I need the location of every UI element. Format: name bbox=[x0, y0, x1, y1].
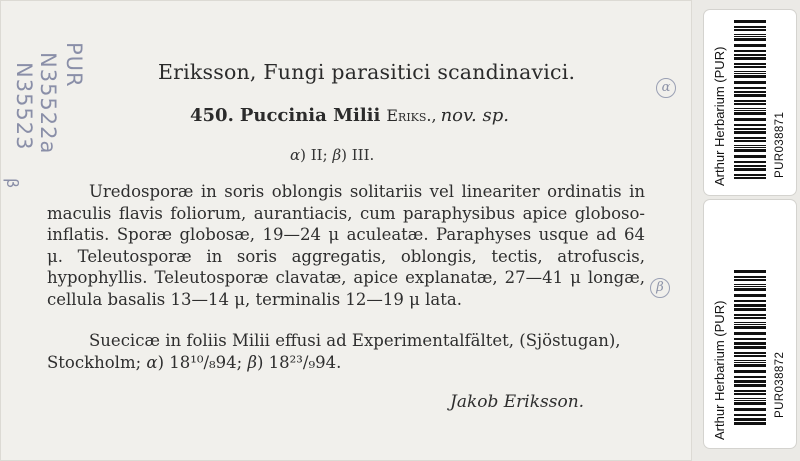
barcode-bar bbox=[734, 36, 766, 37]
barcode-bar bbox=[734, 284, 766, 285]
barcode-bar bbox=[734, 112, 766, 115]
handwritten-accession-a: N35522a bbox=[36, 52, 60, 155]
barcode-bar bbox=[734, 324, 766, 325]
stage-beta: β bbox=[332, 146, 342, 164]
barcode-bar bbox=[734, 288, 766, 291]
locality-text: Suecicæ in foliis Milii effusi ad Experimentalfältet, (Sjöstugan), Stockholm; bbox=[47, 331, 621, 372]
barcode-bar bbox=[734, 63, 766, 65]
barcode-title-1: Arthur Herbarium (PUR) bbox=[712, 46, 727, 186]
species-description: Uredosporæ in soris oblongis solitariis vel lineariter ordinatis in maculis flavis foliorum, aurantiacis, cum paraphysibus apice globoso-inflatis. Sporæ globosæ, 19—24 μ aculeatæ. Paraphyses usque ad 64 μ. Teleutosporæ in soris aggregatis, oblongis, tectis, atrofuscis, hypophyllis. Teleutosporæ clavatæ, apice explanatæ, 27—41 μ longæ, cellula basalis 13—14 μ, terminalis 12—19 μ lata. bbox=[47, 182, 645, 309]
barcode-bar bbox=[734, 50, 766, 52]
barcode-bar bbox=[734, 418, 766, 421]
barcode-bar bbox=[734, 149, 766, 152]
barcode-bar bbox=[734, 155, 766, 158]
barcode-bar bbox=[734, 317, 766, 319]
barcode-bar bbox=[734, 75, 766, 78]
barcode-bar bbox=[734, 110, 766, 111]
barcode-bar bbox=[734, 71, 766, 72]
barcode-bar bbox=[734, 103, 766, 105]
barcode-title-2: Arthur Herbarium (PUR) bbox=[712, 300, 727, 440]
barcode-bar bbox=[734, 362, 766, 363]
barcode-bar bbox=[734, 128, 766, 130]
circled-alpha-mark: α bbox=[656, 78, 676, 98]
barcode-bar bbox=[734, 38, 766, 41]
barcode-bar bbox=[734, 174, 766, 176]
barcode-bar bbox=[734, 326, 766, 329]
barcode-bar bbox=[734, 54, 766, 56]
barcode-bar bbox=[734, 145, 766, 146]
species-title bbox=[190, 105, 550, 126]
barcode-bar bbox=[734, 87, 766, 89]
barcode-bar bbox=[734, 322, 766, 323]
barcode-bar bbox=[734, 100, 766, 102]
barcode-bar bbox=[734, 390, 766, 392]
collector-signature: Jakob Eriksson. bbox=[450, 392, 585, 412]
barcode-bar bbox=[734, 44, 766, 47]
barcode-bar bbox=[734, 73, 766, 74]
barcode-bar bbox=[734, 414, 766, 416]
barcode-bar bbox=[734, 304, 766, 307]
barcode-bar bbox=[734, 279, 766, 281]
barcode-bar bbox=[734, 346, 766, 349]
barcode-bar bbox=[734, 300, 766, 302]
barcode-bar bbox=[734, 402, 766, 405]
specimen-number: 450. bbox=[190, 105, 234, 126]
barcode-bar bbox=[734, 26, 766, 28]
barcode-bar bbox=[734, 108, 766, 109]
handwritten-accession-b: N35523 bbox=[12, 62, 36, 151]
barcode-bar bbox=[734, 161, 766, 163]
stage-alpha: α bbox=[290, 146, 301, 164]
barcode-label-2 bbox=[704, 200, 796, 448]
barcode-bar bbox=[734, 66, 766, 68]
barcode-bar bbox=[734, 398, 766, 399]
barcode-bar bbox=[734, 34, 766, 35]
handwritten-beta-mark: β bbox=[3, 178, 22, 190]
barcode-bar bbox=[734, 118, 766, 121]
nov-sp: nov. sp. bbox=[440, 105, 509, 126]
label-header: Eriksson, Fungi parasitici scandinavici. bbox=[158, 60, 576, 84]
barcode-bar bbox=[734, 370, 766, 373]
barcode-bar bbox=[734, 376, 766, 378]
barcode-bar bbox=[734, 422, 766, 425]
species-author: Eriks., bbox=[386, 106, 437, 125]
barcode-bar bbox=[734, 137, 766, 139]
date-beta-text: ) 18²³/₉94. bbox=[257, 353, 342, 372]
barcode-bar bbox=[734, 364, 766, 367]
barcode-bar bbox=[734, 400, 766, 401]
barcode-bar bbox=[734, 294, 766, 297]
barcode-bar bbox=[734, 131, 766, 134]
stage-beta-text: ) III. bbox=[341, 146, 375, 164]
barcode-bar bbox=[734, 355, 766, 357]
barcode-bar bbox=[734, 165, 766, 167]
species-name: Puccinia Milii bbox=[239, 105, 381, 126]
barcode-1 bbox=[734, 20, 766, 180]
barcode-bar bbox=[734, 286, 766, 287]
barcode-bar bbox=[734, 177, 766, 179]
barcode-bar bbox=[734, 124, 766, 126]
barcode-bar bbox=[734, 342, 766, 345]
collection-locality bbox=[47, 330, 647, 374]
barcode-bar bbox=[734, 81, 766, 84]
barcode-bar bbox=[734, 147, 766, 148]
barcode-bar bbox=[734, 332, 766, 335]
date-alpha-text: ) 18¹⁰/₈94; bbox=[157, 353, 248, 372]
barcode-bar bbox=[734, 360, 766, 361]
barcode-bar bbox=[734, 384, 766, 387]
barcode-code-2: PUR038872 bbox=[774, 351, 786, 418]
barcode-bar bbox=[734, 29, 766, 31]
barcode-bar bbox=[734, 408, 766, 411]
barcode-bar bbox=[734, 352, 766, 354]
barcode-bar bbox=[734, 94, 766, 97]
barcode-bar bbox=[734, 393, 766, 395]
barcode-bar bbox=[734, 314, 766, 316]
barcode-bar bbox=[734, 168, 766, 171]
barcode-code-1: PUR038871 bbox=[774, 111, 786, 178]
barcode-2 bbox=[734, 270, 766, 430]
date-alpha: α bbox=[146, 353, 158, 372]
handwritten-herbarium-code: PUR bbox=[62, 42, 86, 88]
date-beta: β bbox=[247, 353, 257, 372]
barcode-bar bbox=[734, 380, 766, 383]
barcode-bar bbox=[734, 270, 766, 273]
spore-stages bbox=[290, 146, 490, 164]
barcode-label-1 bbox=[704, 10, 796, 195]
barcode-bar bbox=[734, 338, 766, 340]
barcode-bar bbox=[734, 20, 766, 23]
barcode-bar bbox=[734, 308, 766, 311]
barcode-bar bbox=[734, 57, 766, 60]
stage-alpha-text: ) II; bbox=[300, 146, 333, 164]
barcode-bar bbox=[734, 276, 766, 278]
barcode-bar bbox=[734, 91, 766, 93]
barcode-bar bbox=[734, 140, 766, 142]
circled-beta-mark: β bbox=[650, 278, 670, 298]
